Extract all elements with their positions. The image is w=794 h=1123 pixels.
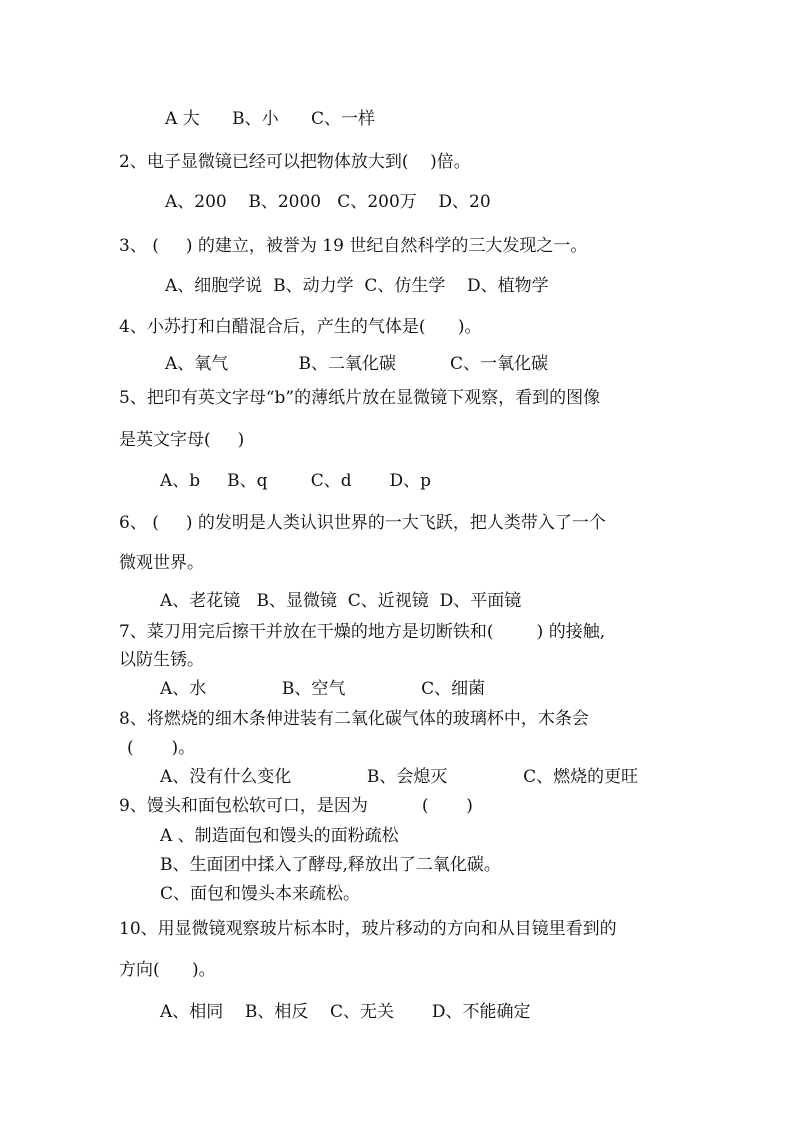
q3-options: A、细胞学说 B、动力学 C、仿生学 D、植物学 xyxy=(165,276,549,296)
q4-text: 4、小苏打和白醋混合后，产生的气体是( )。 xyxy=(119,317,482,337)
q5-text-line2: 是英文字母( ) xyxy=(119,430,245,450)
q10-options: A、相同 B、相反 C、无关 D、不能确定 xyxy=(160,1002,531,1022)
q4-options: A、氧气 B、二氧化碳 C、一氧化碳 xyxy=(165,354,549,374)
q6-options: A、老花镜 B、显微镜 C、近视镜 D、平面镜 xyxy=(160,591,522,611)
q8-text-line1: 8、将燃烧的细木条伸进装有二氧化碳气体的玻璃杯中，木条会 xyxy=(119,709,589,729)
q5-text-line1: 5、把印有英文字母“b”的薄纸片放在显微镜下观察，看到的图像 xyxy=(119,388,601,408)
q2-options: A、200 B、2000 C、200万 D、20 xyxy=(165,192,491,212)
q6-text-line2: 微观世界。 xyxy=(119,553,204,573)
q9-text: 9、馒头和面包松软可口，是因为 ( ) xyxy=(119,796,473,816)
q8-text-line2: ( )。 xyxy=(127,738,196,758)
q6-text-line1: 6、 ( ) 的发明是人类认识世界的一大飞跃，把人类带入了一个 xyxy=(119,513,606,533)
q8-options: A、没有什么变化 B、会熄灭 C、燃烧的更旺 xyxy=(160,767,639,787)
q2-text: 2、电子显微镜已经可以把物体放大到( )倍。 xyxy=(119,152,471,172)
q9-option-a: A 、制造面包和馒头的面粉疏松 xyxy=(160,826,399,846)
q3-text: 3、 ( ) 的建立，被誉为 19 世纪自然科学的三大发现之一。 xyxy=(119,236,588,256)
q7-text-line1: 7、菜刀用完后擦干并放在干燥的地方是切断铁和( ) 的接触, xyxy=(119,622,606,642)
q10-text-line1: 10、用显微镜观察玻片标本时，玻片移动的方向和从目镜里看到的 xyxy=(119,919,617,939)
q5-options: A、b B、q C、d D、p xyxy=(160,471,432,491)
q1-options: A 大 B、小 C、一样 xyxy=(165,109,376,129)
q7-text-line2: 以防生锈。 xyxy=(119,650,204,670)
q9-option-b: B、生面团中揉入了酵母,释放出了二氧化碳。 xyxy=(160,855,501,875)
q10-text-line2: 方向( )。 xyxy=(119,960,216,980)
q9-option-c: C、面包和馒头本来疏松。 xyxy=(160,884,361,904)
q7-options: A、水 B、空气 C、细菌 xyxy=(160,679,486,699)
